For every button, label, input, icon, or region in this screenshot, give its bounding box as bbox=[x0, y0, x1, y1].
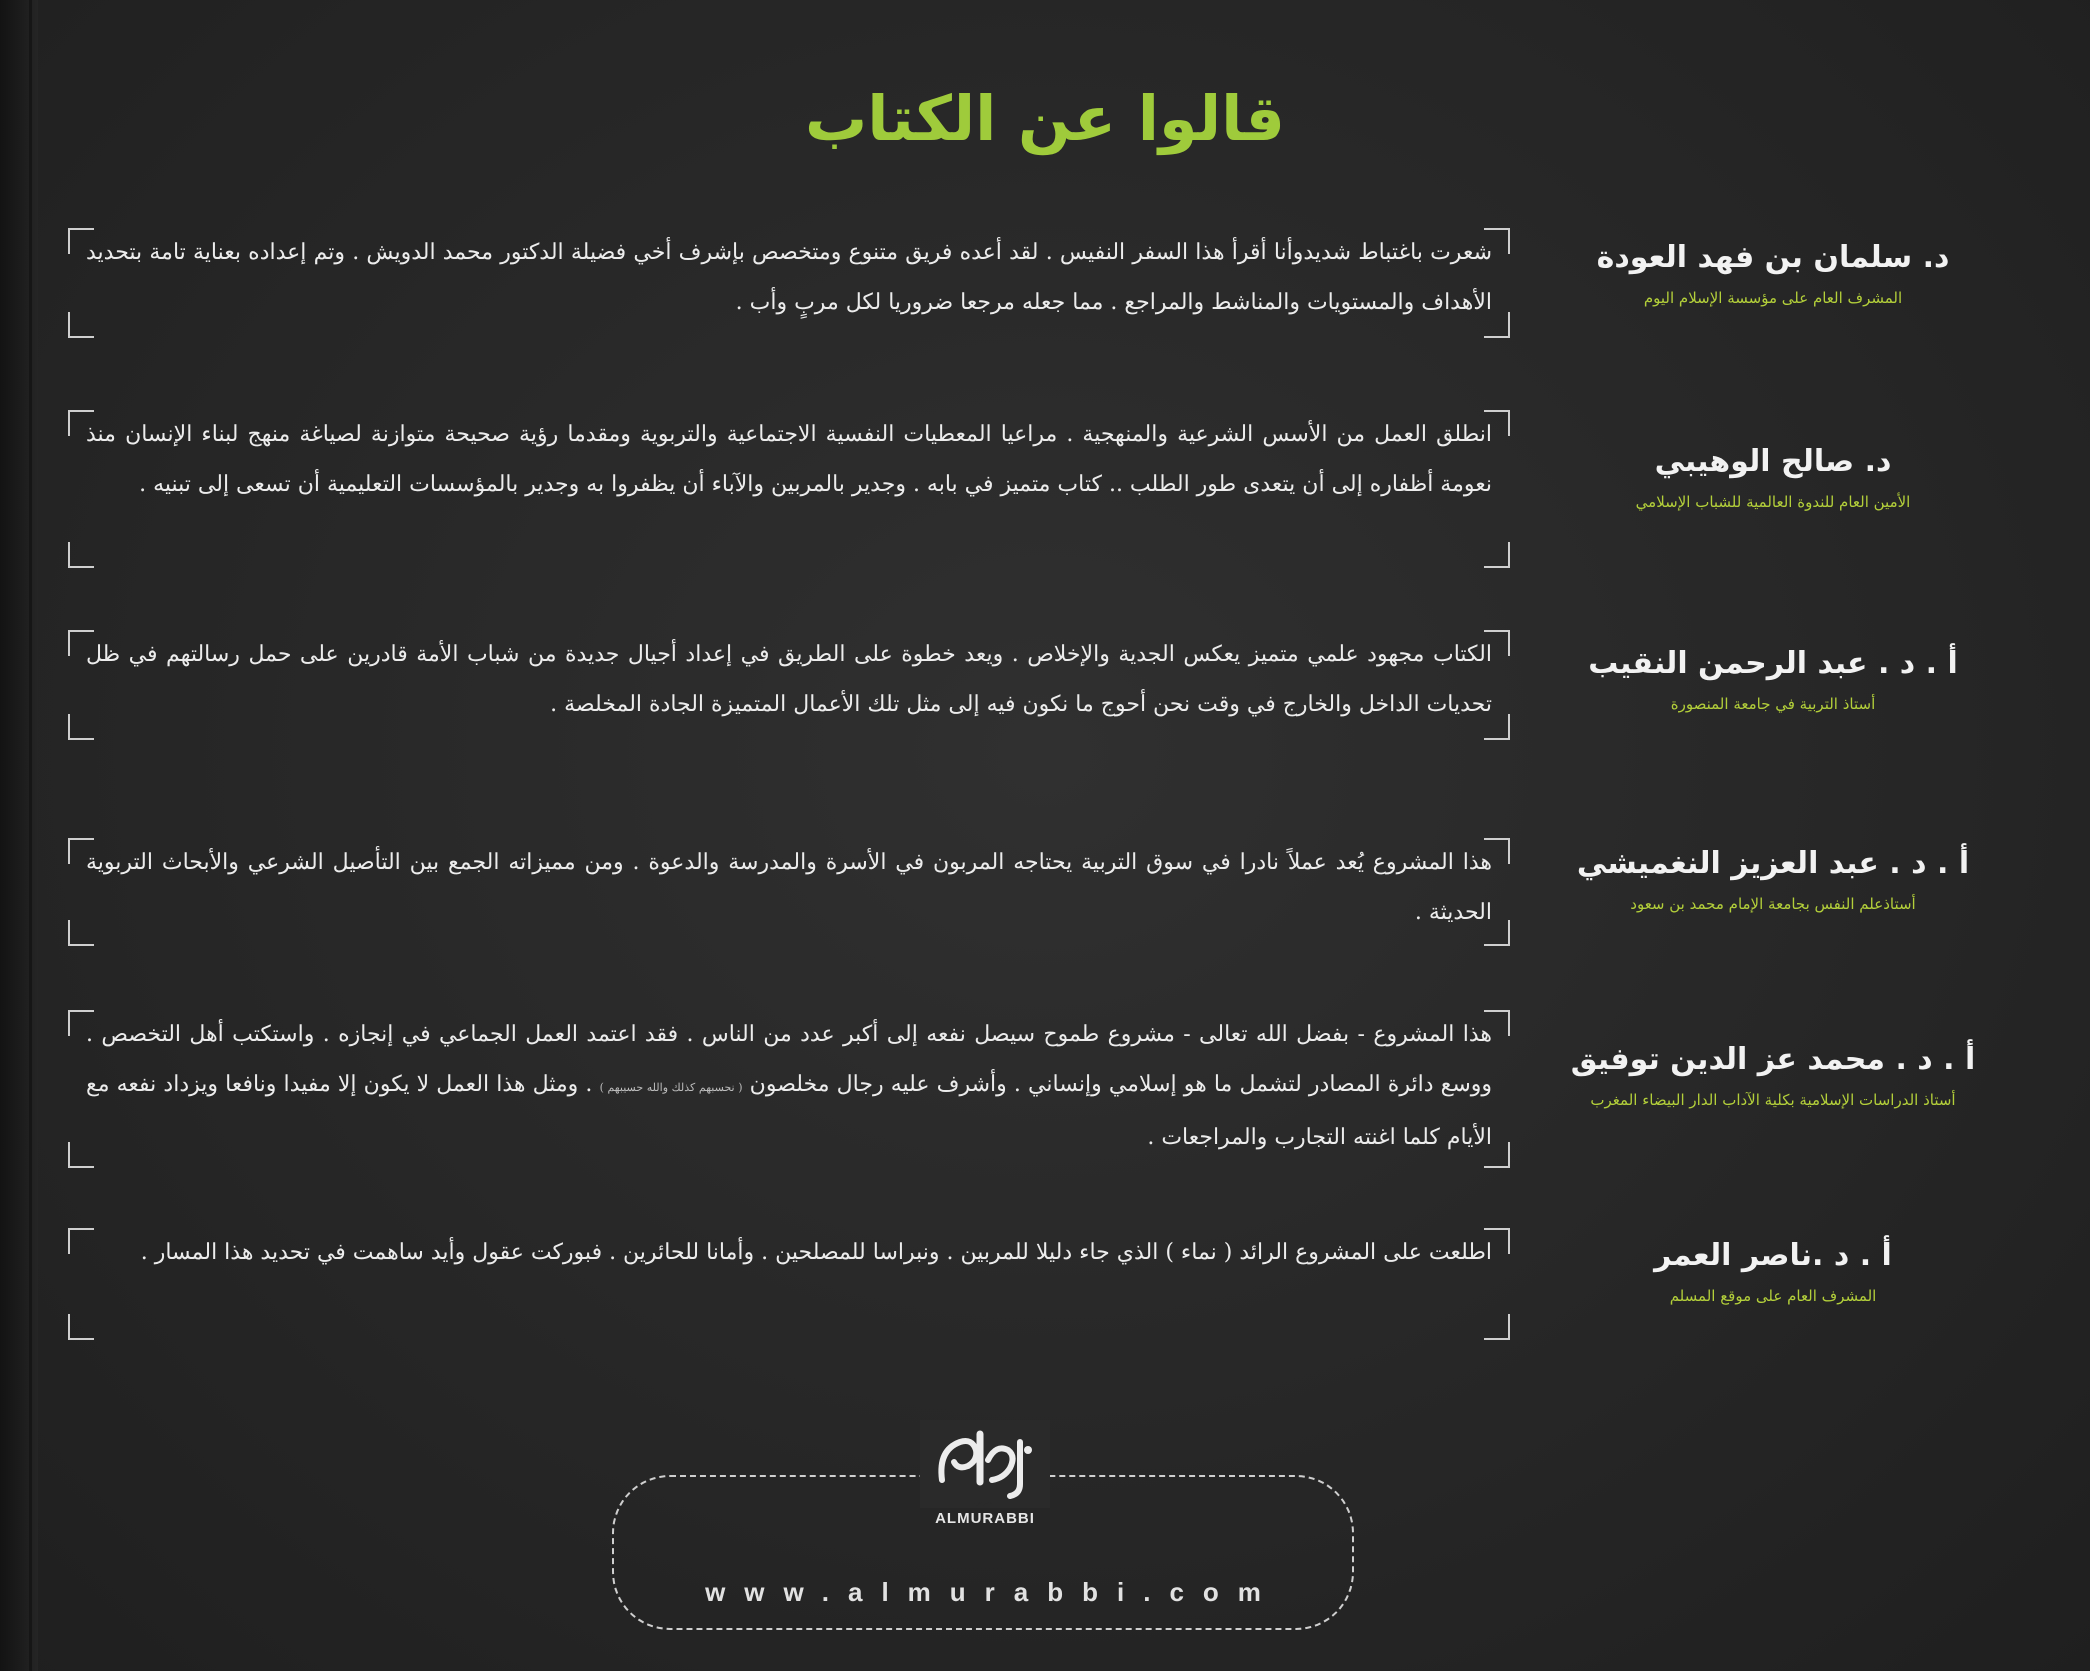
quote-text: انطلق العمل من الأسس الشرعية والمنهجية . مراعيا المعطيات النفسية الاجتماعية والتربوية ومقدما رؤية صحيحة متوازنة لصياغة منهج لبناء الإنسان منذ نعومة أظفاره إلى أن يتعدى طور الطلب .. كتاب متميز في بابه . وجدير بالمربين والآباء أن يظفروا به وجدير بالمؤسسات التعليمية أن تسعى إلى تبنيه . bbox=[86, 422, 1492, 497]
testimonial-quote bbox=[68, 630, 1510, 740]
logo-arabic-text: المربي bbox=[973, 1497, 997, 1506]
author-role: أستاذ التربية في جامعة المنصورة bbox=[1670, 695, 1876, 713]
testimonial-author bbox=[1548, 646, 1998, 713]
quote-text-part1: هذا المشروع - بفضل الله تعالى - مشروع طموح سيصل نفعه إلى أكبر عدد من الناس . فقد اعتمد العمل الجماعي في إنجازه . واستكتب أهل التخصص . ووسع دائرة المصادر لتشمل ما هو إسلامي وإنساني . وأشرف عليه رجال مخلصون bbox=[86, 1022, 1493, 1097]
author-role: أستاذ الدراسات الإسلامية بكلية الآداب الدار البيضاء المغرب bbox=[1590, 1091, 1956, 1109]
author-role: المشرف العام على مؤسسة الإسلام اليوم bbox=[1643, 289, 1903, 307]
quote-text: الكتاب مجهود علمي متميز يعكس الجدية والإخلاص . ويعد خطوة على الطريق في إعداد أجيال جديدة من شباب الأمة قادرين على حمل رسالتهم في ظل تحديات الداخل والخارج في وقت نحن أحوج ما نكون فيه إلى مثل تلك الأعمال المتميزة الجادة المخلصة . bbox=[86, 642, 1492, 717]
author-role: أستاذعلم النفس بجامعة الإمام محمد بن سعود bbox=[1630, 895, 1916, 913]
quote-text-part2: . ومثل هذا العمل لا يكون إلا مفيدا ونافعا ويزداد نفعه مع الأيام كلما اغنته التجارب والمراجعات . bbox=[86, 1072, 1492, 1150]
testimonial-quote bbox=[68, 228, 1510, 338]
author-name: أ . د .ناصر العمر bbox=[1654, 1238, 1892, 1273]
author-name: أ . د . عبد الرحمن النقيب bbox=[1588, 646, 1958, 681]
testimonial-quote bbox=[68, 838, 1510, 946]
author-role: المشرف العام على موقع المسلم bbox=[1669, 1287, 1877, 1305]
publisher-url[interactable]: www.almurabbi.com bbox=[705, 1577, 1280, 1607]
quote-aside: ( نحسبهم كذلك والله حسيبهم ) bbox=[599, 1081, 743, 1094]
author-name: أ . د . عبد العزيز النغميشي bbox=[1576, 846, 1970, 881]
testimonial-quote bbox=[68, 410, 1510, 568]
author-name: د. سلمان بن فهد العودة bbox=[1596, 240, 1950, 275]
author-role: الأمين العام للندوة العالمية للشباب الإسلامي bbox=[1635, 493, 1911, 511]
publisher-logo bbox=[910, 1420, 1060, 1527]
quote-text: اطلعت على المشروع الرائد ( نماء ) الذي جاء دليلا للمربين . ونبراسا للمصلحين . وأمانا للحائرين . فبوركت عقول وأيد ساهمت في تحديد هذا المسار . bbox=[140, 1240, 1492, 1265]
testimonial-author bbox=[1548, 1042, 1998, 1109]
almurabbi-logo-icon bbox=[920, 1420, 1050, 1508]
quote-text: هذا المشروع يُعد عملاً نادرا في سوق التربية يحتاجه المربون في الأسرة والمدرسة والدعوة . ومن مميزاته الجمع بين التأصيل الشرعي والأبحاث التربوية الحديثة . bbox=[86, 850, 1492, 925]
testimonial-quote bbox=[68, 1228, 1510, 1340]
quote-text bbox=[86, 1010, 1492, 1163]
testimonial-quote bbox=[68, 1010, 1510, 1168]
page-title: قالوا عن الكتاب bbox=[804, 82, 1286, 155]
book-spine bbox=[0, 0, 38, 1671]
testimonial-author bbox=[1548, 240, 1998, 307]
author-name: أ . د . محمد عز الدين توفيق bbox=[1570, 1042, 1976, 1077]
quote-text: شعرت باغتباط شديدوأنا أقرأ هذا السفر النفيس . لقد أعده فريق متنوع ومتخصص بإشرف أخي فضيلة الدكتور محمد الدويش . وتم إعداده بعناية تامة بتحديد الأهداف والمستويات والمناشط والمراجع . مما جعله مرجعا ضروريا لكل مربٍ وأب . bbox=[86, 240, 1492, 315]
author-name: د. صالح الوهيبي bbox=[1654, 444, 1892, 479]
publisher-name: ALMURABBI bbox=[935, 1510, 1035, 1527]
testimonial-author bbox=[1548, 444, 1998, 511]
testimonial-author bbox=[1548, 1238, 1998, 1305]
testimonial-author bbox=[1548, 846, 1998, 913]
